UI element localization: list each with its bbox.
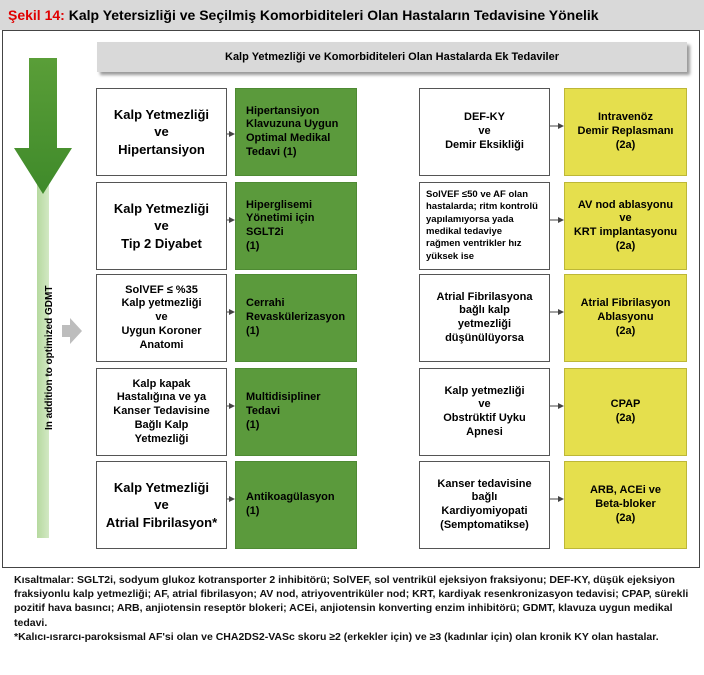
right-condition-box-4-text: Kalp yetmezliği ve Obstrüktif Uyku Apnesi — [443, 384, 526, 438]
right-condition-box-3-text: Atrial Fibrilasyona bağlı kalp yetmezliği düşünülüyorsa — [436, 290, 533, 344]
right-condition-box-4 — [419, 368, 550, 456]
right-therapy-box-4 — [564, 368, 687, 456]
right-therapy-box-1 — [564, 88, 687, 176]
left-therapy-box-4 — [235, 368, 357, 456]
right-condition-box-5 — [419, 461, 550, 549]
right-therapy-box-4-text: CPAP (2a) — [610, 398, 641, 424]
right-condition-box-1-text: DEF-KY ve Demir Eksikliği — [445, 111, 524, 151]
right-therapy-box-2 — [564, 182, 687, 270]
left-therapy-box-3 — [235, 274, 357, 362]
left-condition-box-3 — [96, 274, 227, 362]
right-therapy-box-3 — [564, 274, 687, 362]
left-condition-box-2-text: Kalp Yetmezliği ve Tip 2 Diyabet — [113, 200, 210, 251]
left-therapy-box-1-text: Hipertansiyon Klavuzuna Uygun Optimal Medikal Tedavi (1) — [246, 104, 339, 158]
note-text: *Kalıcı-ısrarcı-paroksismal AF'si olan ve CHA2DS2-VASc skoru ≥2 (erkekler için) ve ≥3 (kadınlar için) olan kronik KY olan hastalar. — [14, 630, 659, 643]
left-condition-box-3-text: SolVEF ≤ %35 Kalp yetmezliği ve Uygun Koroner Anatomi — [121, 283, 202, 351]
left-therapy-box-4-text: Multidisipliner Tedavi (1) — [246, 391, 321, 431]
right-therapy-box-5 — [564, 461, 687, 549]
right-condition-box-1 — [419, 88, 550, 176]
left-therapy-box-5-text: Antikoagülasyon (1) — [246, 491, 335, 517]
footnote — [14, 573, 694, 644]
right-therapy-box-2-text: AV nod ablasyonu ve KRT implantasyonu (2a) — [573, 198, 678, 252]
right-condition-box-2-text: SolVEF ≤50 ve AF olan hastalarda; ritm kontrolü yapılamıyorsa yada medikal tedaviye rağmen ventrikler hız yüksek ise — [426, 188, 538, 262]
right-condition-box-2 — [419, 182, 550, 270]
left-condition-box-5 — [96, 461, 227, 549]
left-therapy-box-2-text: Hiperglisemi Yönetimi için SGLT2i (1) — [246, 198, 315, 252]
right-therapy-box-1-text: Intravenöz Demir Replasmanı (2a) — [577, 111, 674, 151]
left-therapy-box-3-text: Cerrahi Revaskülerizasyon (1) — [246, 297, 346, 337]
left-therapy-box-2 — [235, 182, 357, 270]
side-label: In addition to optimized GDMT — [44, 285, 55, 430]
left-condition-box-4-text: Kalp kapak Hastalığına ve ya Kanser Tedavisine Bağlı Kalp Yetmezliği — [113, 377, 210, 445]
right-condition-box-3 — [419, 274, 550, 362]
header-box: Kalp Yetmezliği ve Komorbiditeleri Olan Hastalarda Ek Tedaviler — [97, 42, 687, 72]
right-therapy-box-5-text: ARB, ACEi ve Beta-bloker (2a) — [589, 484, 662, 524]
left-therapy-box-1 — [235, 88, 357, 176]
left-condition-box-4 — [96, 368, 227, 456]
left-therapy-box-5 — [235, 461, 357, 549]
right-condition-box-5-text: Kanser tedavisine bağlı Kardiyomiyopati (Semptomatikse) — [437, 477, 532, 531]
left-condition-box-5-text: Kalp Yetmezliği ve Atrial Fibrilasyon* — [105, 479, 218, 530]
figure-label: Şekil 14: — [8, 7, 65, 23]
figure-title-text: Kalp Yetersizliği ve Seçilmiş Komorbiditeleri Olan Hastaların Tedavisine Yönelik — [64, 7, 599, 23]
left-condition-box-2 — [96, 182, 227, 270]
left-condition-box-1 — [96, 88, 227, 176]
left-condition-box-1-text: Kalp Yetmezliği ve Hipertansiyon — [113, 106, 210, 157]
abbreviations-text: Kısaltmalar: SGLT2i, sodyum glukoz kotransporter 2 inhibitörü; SolVEF, sol ventrikül ejeksiyon fraksiyonu; DEF-KY, düşük ejeksiyon fraksiyonlu kalp yetmezliği; AF, atrial fibrilasyon; AV nod, atriyoventriküler nod; KRT, kardiyak resenkronizasyon tedavisi; CPAP, sürekli pozitif hava basıncı; ARB, anjiotensin reseptör blokeri; ACEi, anjiotensin konverting enzim inhibitörü; GDMT, klavuza uygun medikal tedavi. — [14, 574, 689, 629]
right-therapy-box-3-text: Atrial Fibrilasyon Ablasyonu (2a) — [580, 297, 671, 337]
